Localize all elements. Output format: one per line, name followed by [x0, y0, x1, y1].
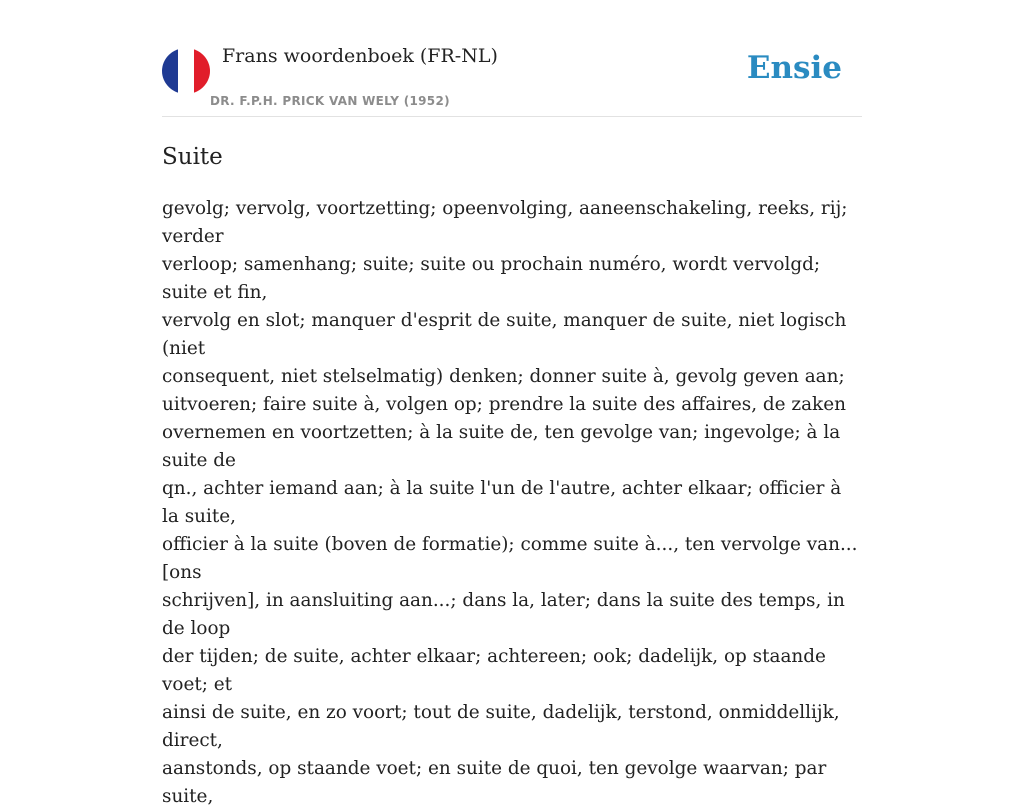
dictionary-author: DR. F.P.H. PRICK VAN WELY (1952)	[210, 94, 450, 108]
definition-line: uitvoeren; faire suite à, volgen op; prendre la suite des affaires, de zaken	[162, 394, 846, 415]
definition-line: qn., achter iemand aan; à la suite l'un de l'autre, achter elkaar; officier à la suite,	[162, 478, 842, 527]
definition-line: aanstonds, op staande voet; en suite de quoi, ten gevolge waarvan; par suite,	[162, 758, 827, 807]
definition-line: gevolg; vervolg, voortzetting; opeenvolging, aaneenschakeling, reeks, rij; verder	[162, 198, 848, 247]
definition-line: verloop; samenhang; suite; suite ou prochain numéro, wordt vervolgd; suite et fin,	[162, 254, 821, 303]
dictionary-header	[162, 0, 862, 117]
entry-definition	[162, 195, 862, 811]
flag-blue-stripe	[162, 48, 178, 94]
french-flag-icon	[162, 48, 210, 94]
definition-line: ainsi de suite, en zo voort; tout de suite, dadelijk, terstond, onmiddellijk, direct,	[162, 702, 840, 751]
dictionary-card	[162, 0, 862, 811]
dictionary-title[interactable]: Frans woordenboek (FR-NL)	[222, 45, 498, 67]
entry-headword: Suite	[162, 144, 223, 170]
definition-line: vervolg en slot; manquer d'esprit de suite, manquer de suite, niet logisch (niet	[162, 310, 847, 359]
flag-red-stripe	[194, 48, 210, 94]
definition-line: officier à la suite (boven de formatie); comme suite à..., ten vervolge van... [ons	[162, 534, 858, 583]
definition-line: consequent, niet stelselmatig) denken; donner suite à, gevolg geven aan;	[162, 366, 845, 387]
flag-white-stripe	[178, 48, 194, 94]
definition-line: overnemen en voortzetten; à la suite de, ten gevolge van; ingevolge; à la suite de	[162, 422, 841, 471]
ensie-logo-link[interactable]: Ensie	[746, 50, 842, 86]
definition-line: der tijden; de suite, achter elkaar; achtereen; ook; dadelijk, op staande voet; et	[162, 646, 826, 695]
definition-line: schrijven], in aansluiting aan...; dans la, later; dans la suite des temps, in de loop	[162, 590, 845, 639]
